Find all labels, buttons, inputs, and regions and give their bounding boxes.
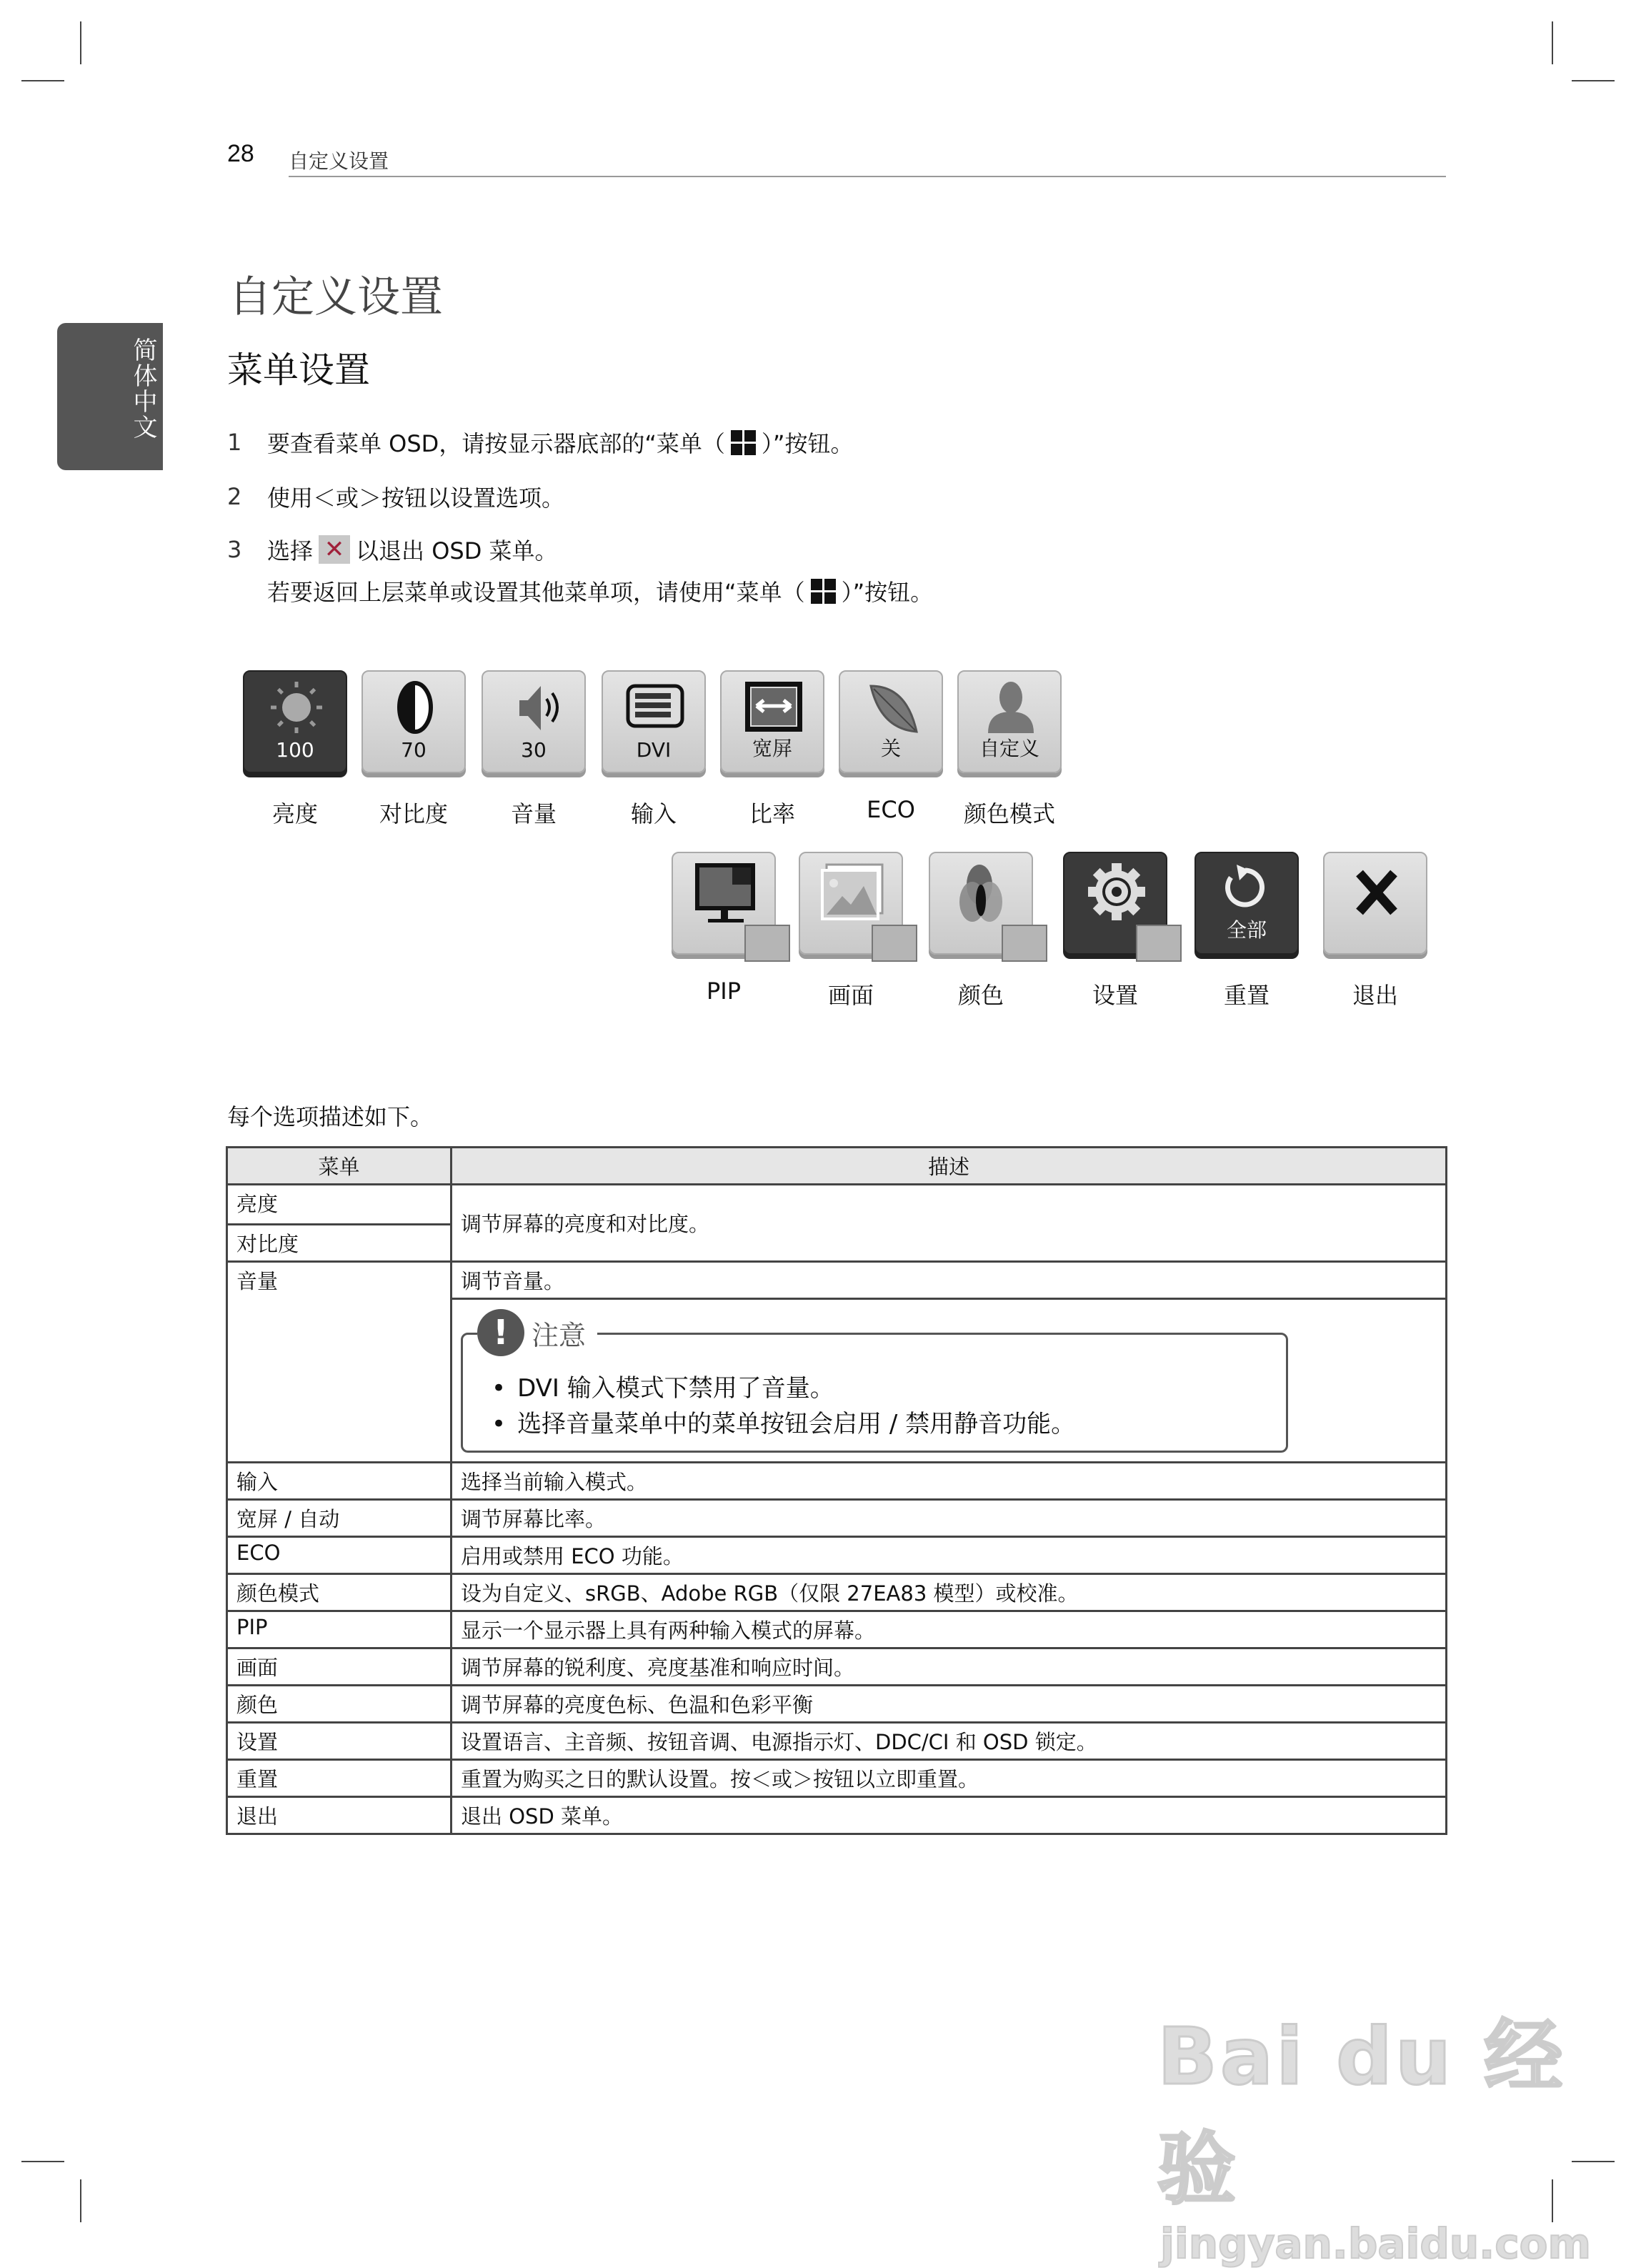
step-text: 使用＜或＞按钮以设置选项。 [267, 484, 565, 512]
osd-label: 重置 [1223, 982, 1270, 1009]
osd-button-speaker[interactable] [482, 670, 586, 773]
osd-button-dvi-connector[interactable] [602, 670, 706, 773]
menu-cell: 宽屏 / 自动 [227, 1500, 452, 1537]
language-tab [57, 323, 163, 470]
osd-value: 30 [521, 738, 547, 762]
crop-mark [21, 80, 64, 81]
running-header: 自定义设置 [289, 149, 389, 173]
osd-button-close[interactable] [1323, 852, 1427, 955]
step-text: ）”按钮。 [841, 579, 934, 606]
menu-description-table [226, 1146, 1447, 1835]
table-row [227, 1537, 1447, 1574]
osd-button-picture[interactable] [799, 852, 903, 955]
osd-button-sun[interactable] [243, 670, 347, 773]
note-item: • 选择音量菜单中的菜单按钮会启用 / 禁用静音功能。 [492, 1406, 1075, 1442]
menu-cell: 重置 [227, 1760, 452, 1797]
step-number: 2 [227, 483, 242, 510]
osd-label: 对比度 [379, 800, 448, 827]
step-number: 1 [227, 429, 242, 456]
table-row [227, 1723, 1447, 1760]
osd-label: 比率 [749, 800, 795, 827]
section-title: 菜单设置 [227, 349, 370, 391]
language-tab-label: 简体中文 [129, 337, 157, 440]
step-text: 以退出 OSD 菜单。 [356, 537, 558, 564]
page-number: 28 [227, 140, 254, 167]
table-row [227, 1463, 1447, 1500]
menu-cell: 退出 [227, 1797, 452, 1834]
description-cell: 启用或禁用 ECO 功能。 [452, 1537, 1447, 1574]
column-header-description: 描述 [452, 1148, 1447, 1185]
step-text: 选择 [267, 537, 314, 564]
osd-value: 宽屏 [752, 737, 792, 760]
menu-cell: 对比度 [227, 1225, 452, 1262]
osd-button-gear[interactable] [1063, 852, 1167, 955]
osd-label: 画面 [827, 982, 874, 1009]
step-number: 3 [227, 536, 242, 563]
description-cell: 调节屏幕比率。 [452, 1500, 1447, 1537]
crop-mark [80, 21, 81, 64]
caution-icon: ! [477, 1309, 524, 1356]
osd-value: 全部 [1226, 918, 1267, 942]
description-cell: 退出 OSD 菜单。 [452, 1797, 1447, 1834]
menu-button-icon [811, 579, 836, 604]
watermark-logo: Bai du 经验 [1157, 2011, 1566, 2215]
step-text: 要查看菜单 OSD，请按显示器底部的“菜单（ [267, 430, 725, 457]
note-item: • DVI 输入模式下禁用了音量。 [492, 1371, 1075, 1406]
description-cell: 设为自定义、sRGB、Adobe RGB（仅限 27EA83 模型）或校准。 [452, 1574, 1447, 1611]
step-3-continued [267, 575, 933, 607]
osd-value: 关 [880, 737, 901, 760]
table-row [227, 1611, 1447, 1648]
osd-label: 颜色模式 [963, 800, 1055, 827]
baidu-watermark [1157, 1994, 1636, 2268]
table-header-row [227, 1148, 1447, 1185]
note-cell [452, 1299, 1447, 1463]
table-row [227, 1686, 1447, 1723]
osd-button-leaf[interactable] [839, 670, 943, 773]
crop-mark [21, 2161, 64, 2162]
osd-label: 设置 [1092, 982, 1138, 1009]
description-cell: 设置语言、主音频、按钮音调、电源指示灯、DDC/CI 和 OSD 锁定。 [452, 1723, 1447, 1760]
description-cell: 调节屏幕的锐利度、亮度基准和响应时间。 [452, 1648, 1447, 1686]
osd-label: ECO [867, 796, 915, 823]
description-cell: 显示一个显示器上具有两种输入模式的屏幕。 [452, 1611, 1447, 1648]
menu-cell: 输入 [227, 1463, 452, 1500]
osd-label: 退出 [1352, 982, 1398, 1009]
osd-button-aspect-ratio[interactable] [720, 670, 824, 773]
folder-icon [744, 925, 790, 962]
menu-cell: 画面 [227, 1648, 452, 1686]
header-divider [289, 176, 1446, 177]
osd-button-contrast[interactable] [361, 670, 466, 773]
folder-icon [1002, 925, 1047, 962]
osd-label: 音量 [510, 800, 557, 827]
step-text: ）”按钮。 [761, 430, 854, 457]
note-heading [477, 1309, 597, 1356]
exit-icon: ✕ [319, 535, 350, 564]
folder-icon [872, 925, 917, 962]
description-cell: 调节音量。 [452, 1262, 1447, 1299]
table-intro: 每个选项描述如下。 [227, 1103, 434, 1130]
table-row [227, 1574, 1447, 1611]
step-1 [227, 426, 854, 459]
osd-value: 自定义 [979, 737, 1039, 760]
osd-label: 亮度 [271, 800, 318, 827]
column-header-menu: 菜单 [227, 1148, 452, 1185]
step-3 [227, 533, 558, 566]
table-row [227, 1648, 1447, 1686]
menu-cell: 亮度 [227, 1185, 452, 1225]
menu-cell: 颜色 [227, 1686, 452, 1723]
osd-button-person[interactable] [957, 670, 1062, 773]
osd-label: PIP [706, 978, 742, 1005]
osd-value: 70 [401, 738, 427, 762]
table-row [227, 1797, 1447, 1834]
folder-icon [1136, 925, 1182, 962]
crop-mark [1552, 21, 1553, 64]
table-row [227, 1760, 1447, 1797]
osd-label: 颜色 [957, 982, 1004, 1009]
table-row [227, 1262, 1447, 1299]
note-list [492, 1371, 1075, 1442]
note-title: 注意 [532, 1319, 587, 1351]
menu-cell: 音量 [227, 1262, 452, 1463]
osd-button-color[interactable] [929, 852, 1033, 955]
step-text: 若要返回上层菜单或设置其他菜单项，请使用“菜单（ [267, 579, 805, 606]
osd-value: DVI [636, 738, 672, 762]
menu-button-icon [731, 430, 756, 455]
step-2 [227, 480, 565, 513]
crop-mark [1572, 80, 1615, 81]
watermark-url: jingyan.baidu.com [1160, 2219, 1591, 2268]
description-cell: 重置为购买之日的默认设置。按＜或＞按钮以立即重置。 [452, 1760, 1447, 1797]
description-cell: 调节屏幕的亮度色标、色温和色彩平衡 [452, 1686, 1447, 1723]
osd-value: 100 [276, 738, 314, 762]
menu-cell: PIP [227, 1611, 452, 1648]
description-cell: 调节屏幕的亮度和对比度。 [452, 1185, 1447, 1262]
menu-cell: 颜色模式 [227, 1574, 452, 1611]
menu-cell: ECO [227, 1537, 452, 1574]
osd-button-monitor-pip[interactable] [672, 852, 776, 955]
page-title: 自定义设置 [229, 272, 443, 322]
table-row [227, 1185, 1447, 1225]
osd-label: 输入 [630, 800, 677, 827]
description-cell: 选择当前输入模式。 [452, 1463, 1447, 1500]
caution-note [461, 1313, 1288, 1453]
menu-cell: 设置 [227, 1723, 452, 1760]
crop-mark [80, 2179, 81, 2222]
table-row [227, 1500, 1447, 1537]
osd-button-reset[interactable] [1194, 852, 1299, 955]
